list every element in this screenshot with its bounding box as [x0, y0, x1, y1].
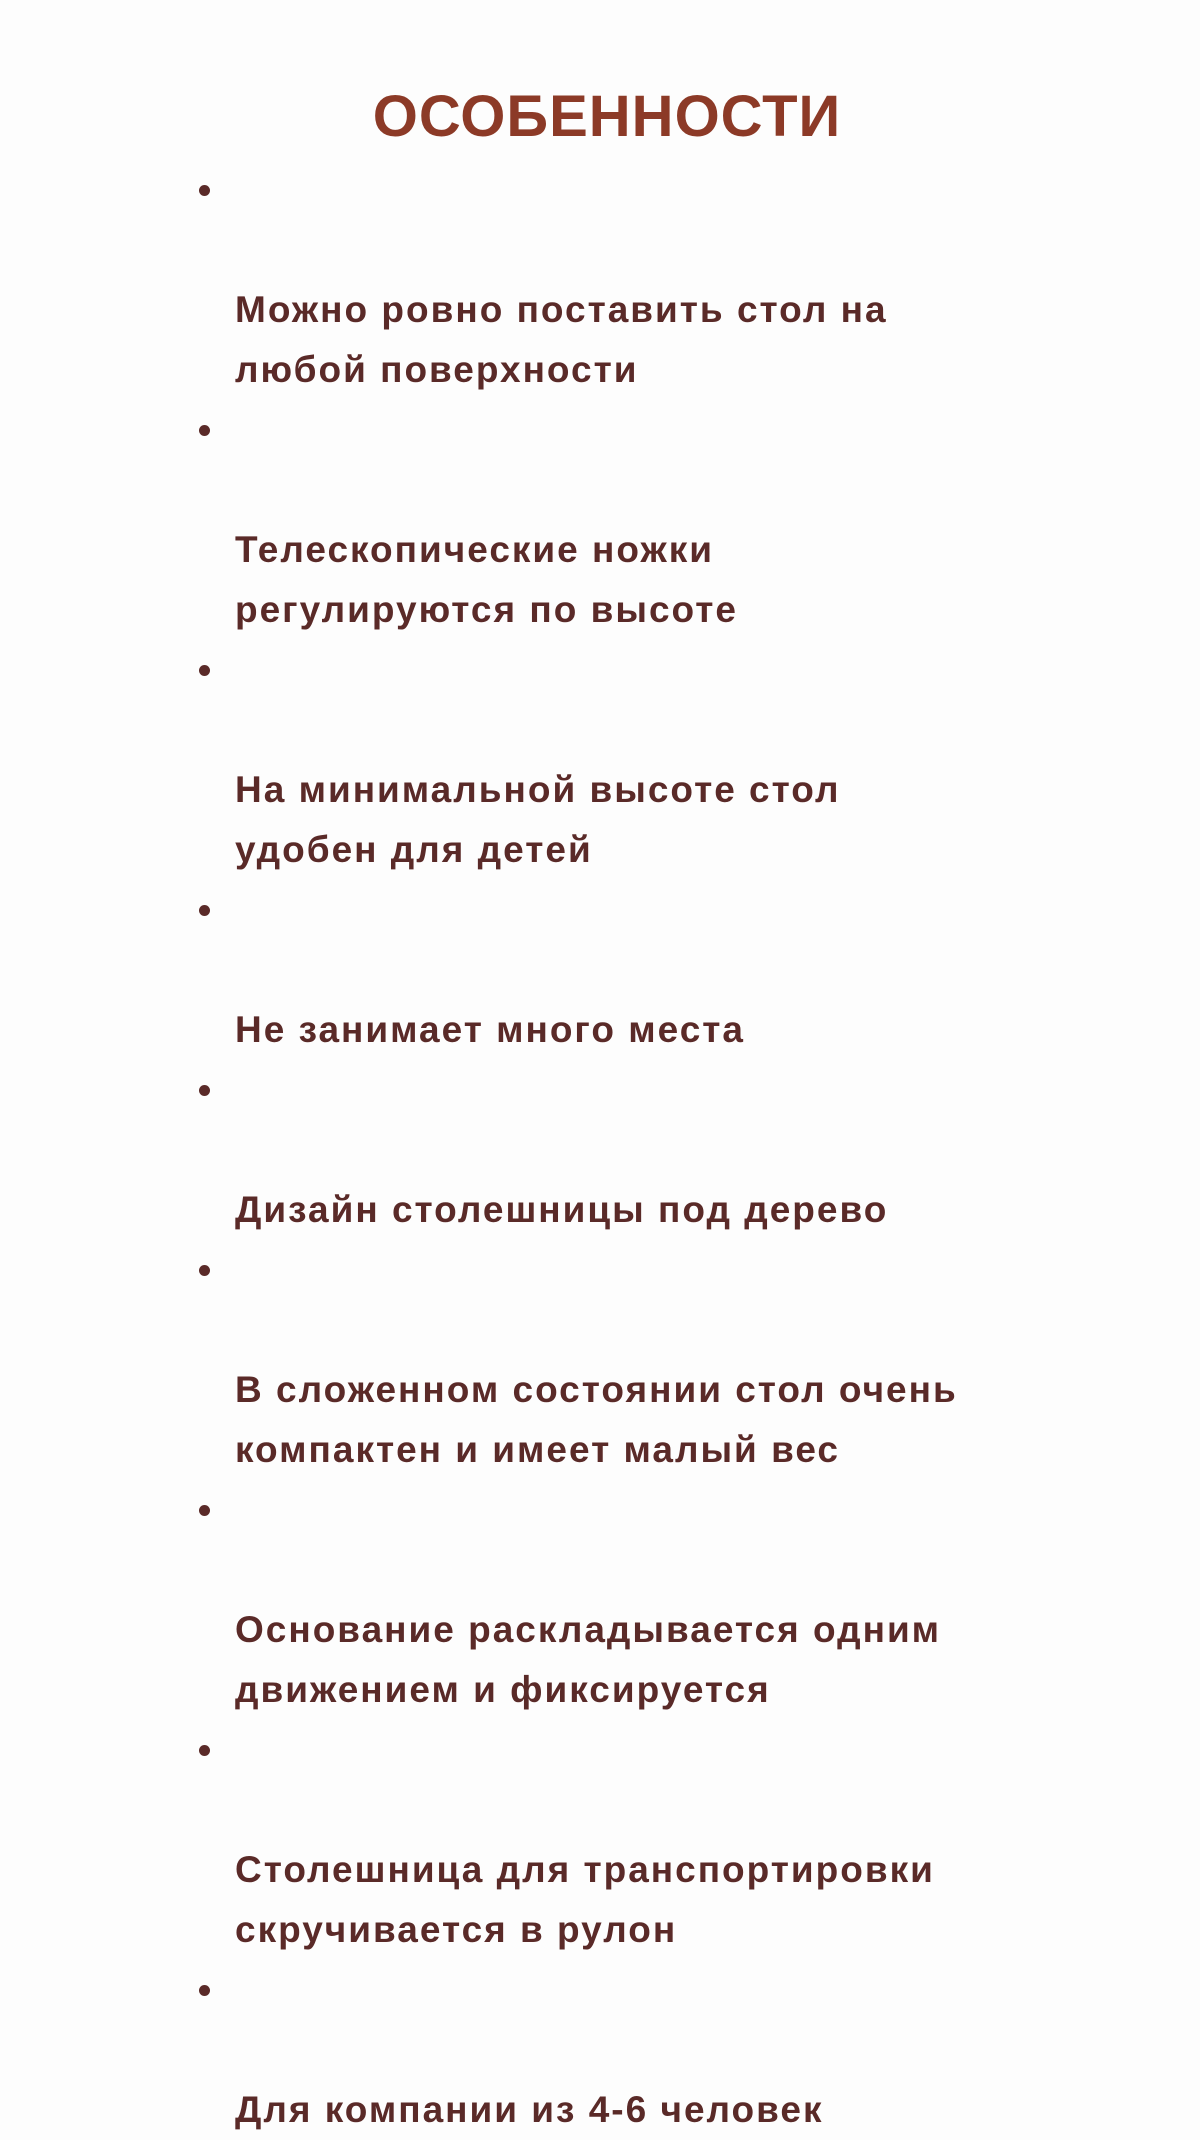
feature-text: Для компании из 4-6 человек	[235, 2089, 824, 2130]
feature-item	[197, 400, 1057, 640]
feature-item	[197, 640, 1057, 880]
bullet-icon	[199, 1745, 210, 1756]
feature-text: В сложенном состоянии стол очень компактен и имеет малый вес	[235, 1369, 958, 1470]
features-list	[197, 160, 1057, 2140]
feature-item	[197, 160, 1057, 400]
feature-text: Основание раскладывается одним движением и фиксируется	[235, 1609, 942, 1710]
feature-text: Телескопические ножки регулируются по высоте	[235, 529, 738, 630]
page-title: ОСОБЕННОСТИ	[372, 84, 842, 149]
feature-item	[197, 1480, 1057, 1720]
feature-item	[197, 1060, 1057, 1240]
feature-item	[197, 1240, 1057, 1480]
bullet-icon	[199, 905, 210, 916]
bullet-icon	[199, 425, 210, 436]
bullet-icon	[199, 1985, 210, 1996]
bullet-icon	[199, 665, 210, 676]
bullet-icon	[199, 1085, 210, 1096]
feature-item	[197, 880, 1057, 1060]
feature-text: Столешница для транспортировки скручивается в рулон	[235, 1849, 935, 1950]
feature-text: Не занимает много места	[235, 1009, 745, 1050]
feature-text: Можно ровно поставить стол на любой поверхности	[235, 289, 888, 390]
bullet-icon	[199, 1265, 210, 1276]
bullet-icon	[199, 185, 210, 196]
feature-text: На минимальной высоте стол удобен для детей	[235, 769, 841, 870]
bullet-icon	[199, 1505, 210, 1516]
feature-item	[197, 1960, 1057, 2140]
feature-text: Дизайн столешницы под дерево	[235, 1189, 889, 1230]
feature-item	[197, 1720, 1057, 1960]
